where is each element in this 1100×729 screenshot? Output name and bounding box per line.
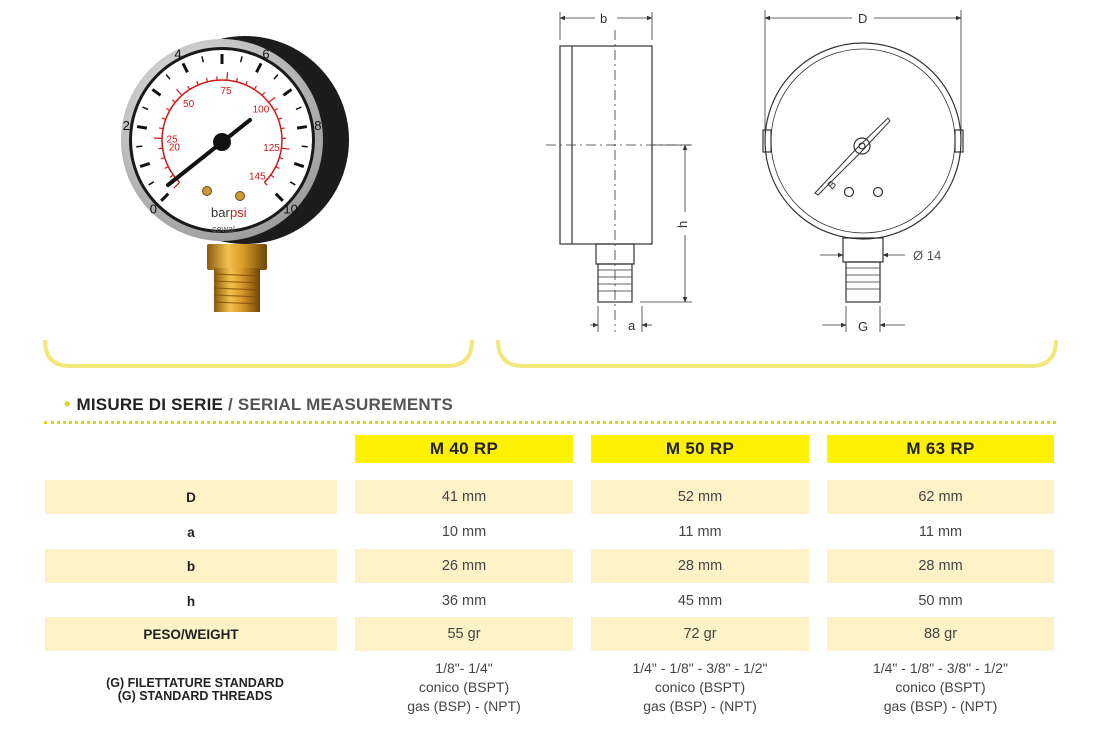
table-cell: 62 mm: [827, 480, 1054, 514]
row-label: b: [45, 549, 337, 583]
psi-scale-label: 100: [252, 104, 270, 116]
table-cell: 28 mm: [591, 549, 809, 583]
table-cell: 45 mm: [677, 593, 723, 609]
front-view-drawing: [763, 10, 963, 332]
side-view-drawing: [546, 12, 692, 332]
dimension-G-label: G: [858, 319, 869, 334]
bar-scale-label: 4: [174, 46, 182, 62]
brand-logo: cewal: [212, 224, 236, 234]
psi-scale-label: 25: [166, 134, 178, 146]
psi-scale-tick: [159, 128, 163, 129]
pressure-gauge-illustration: [121, 36, 349, 312]
dimension-h-label: h: [675, 220, 690, 228]
brass-fitting: [207, 244, 267, 312]
screw-icon: [236, 192, 245, 201]
right-bracket: [498, 340, 1056, 366]
table-cell: 28 mm: [827, 549, 1054, 583]
bar-scale-label: 8: [314, 117, 322, 133]
threads-label-italian: (G) FILETTATURE STANDARD: [106, 676, 284, 690]
threads-label-english: (G) STANDARD THREADS: [117, 689, 273, 703]
psi-scale-label: 145: [249, 171, 266, 183]
row-label: a: [187, 524, 195, 540]
table-cell: 72 gr: [591, 617, 809, 651]
bar-scale-label: 2: [122, 117, 130, 133]
threads-cell: [827, 657, 1054, 717]
table-cell: 36 mm: [441, 593, 487, 609]
bar-scale-label: 6: [262, 46, 270, 62]
row-label: h: [186, 593, 196, 609]
left-bracket: [45, 340, 472, 366]
table-cell: 55 gr: [355, 617, 573, 651]
needle-hub: [213, 133, 231, 151]
psi-scale-label: 20: [168, 142, 181, 154]
heading-english: SERIAL MEASUREMENTS: [237, 395, 453, 414]
table-cell: 26 mm: [355, 549, 573, 583]
row-label: D: [45, 480, 337, 514]
psi-scale-tick: [227, 72, 228, 80]
psi-scale-tick: [281, 128, 285, 129]
table-cell: 11 mm: [678, 524, 722, 540]
threads-cell: [355, 657, 573, 717]
thread-type-gas: gas (BSP) - (NPT): [407, 697, 521, 714]
front-view-dial-mark: B: [825, 178, 840, 193]
table-cell: 11 mm: [918, 524, 963, 540]
screw-icon: [203, 187, 212, 196]
thread-sizes: 1/4" - 1/8" - 3/8" - 1/2": [632, 659, 768, 676]
thread-type-conical: conico (BSPT): [895, 678, 986, 695]
unit-psi-label: psi: [230, 205, 247, 220]
threads-cell: [591, 657, 809, 717]
thread-type-gas: gas (BSP) - (NPT): [643, 697, 757, 714]
heading-italian: MISURE DI SERIE: [76, 395, 224, 414]
bar-scale-tick: [137, 127, 147, 129]
bar-scale-tick: [297, 127, 307, 129]
table-cell: 50 mm: [918, 593, 963, 609]
psi-scale-label: 75: [220, 86, 232, 98]
column-header: M 50 RP: [591, 435, 809, 463]
dimension-diameter-label: Ø 14: [913, 248, 942, 263]
row-label: PESO/WEIGHT: [45, 617, 337, 651]
section-heading: [64, 394, 453, 415]
thread-sizes: 1/4" - 1/8" - 3/8" - 1/2": [872, 659, 1009, 676]
psi-scale-tick: [159, 148, 163, 149]
column-header: M 40 RP: [355, 435, 573, 463]
table-cell: 52 mm: [591, 480, 809, 514]
psi-scale-label: 50: [183, 98, 195, 110]
bullet-icon: •: [64, 394, 71, 414]
heading-separator: /: [228, 395, 233, 414]
thread-type-gas: gas (BSP) - (NPT): [883, 697, 998, 714]
thread-sizes: 1/8"- 1/4": [435, 659, 493, 676]
dimension-a-label: a: [628, 318, 636, 333]
dimension-D-label: D: [858, 11, 868, 26]
threads-row-label: [45, 660, 345, 720]
bar-scale-label: 10: [283, 201, 298, 217]
thread-type-conical: conico (BSPT): [654, 678, 746, 695]
table-cell: 41 mm: [355, 480, 573, 514]
column-header: M 63 RP: [827, 435, 1054, 463]
thread-type-conical: conico (BSPT): [418, 678, 510, 695]
table-cell: 10 mm: [441, 524, 487, 540]
dimension-b-label: b: [600, 11, 608, 26]
table-cell: 88 gr: [827, 617, 1054, 651]
unit-bar-label: bar: [211, 205, 230, 220]
dotted-divider: [44, 421, 1056, 424]
psi-scale-label: 125: [263, 142, 280, 154]
bar-scale-label: 0: [149, 201, 158, 217]
